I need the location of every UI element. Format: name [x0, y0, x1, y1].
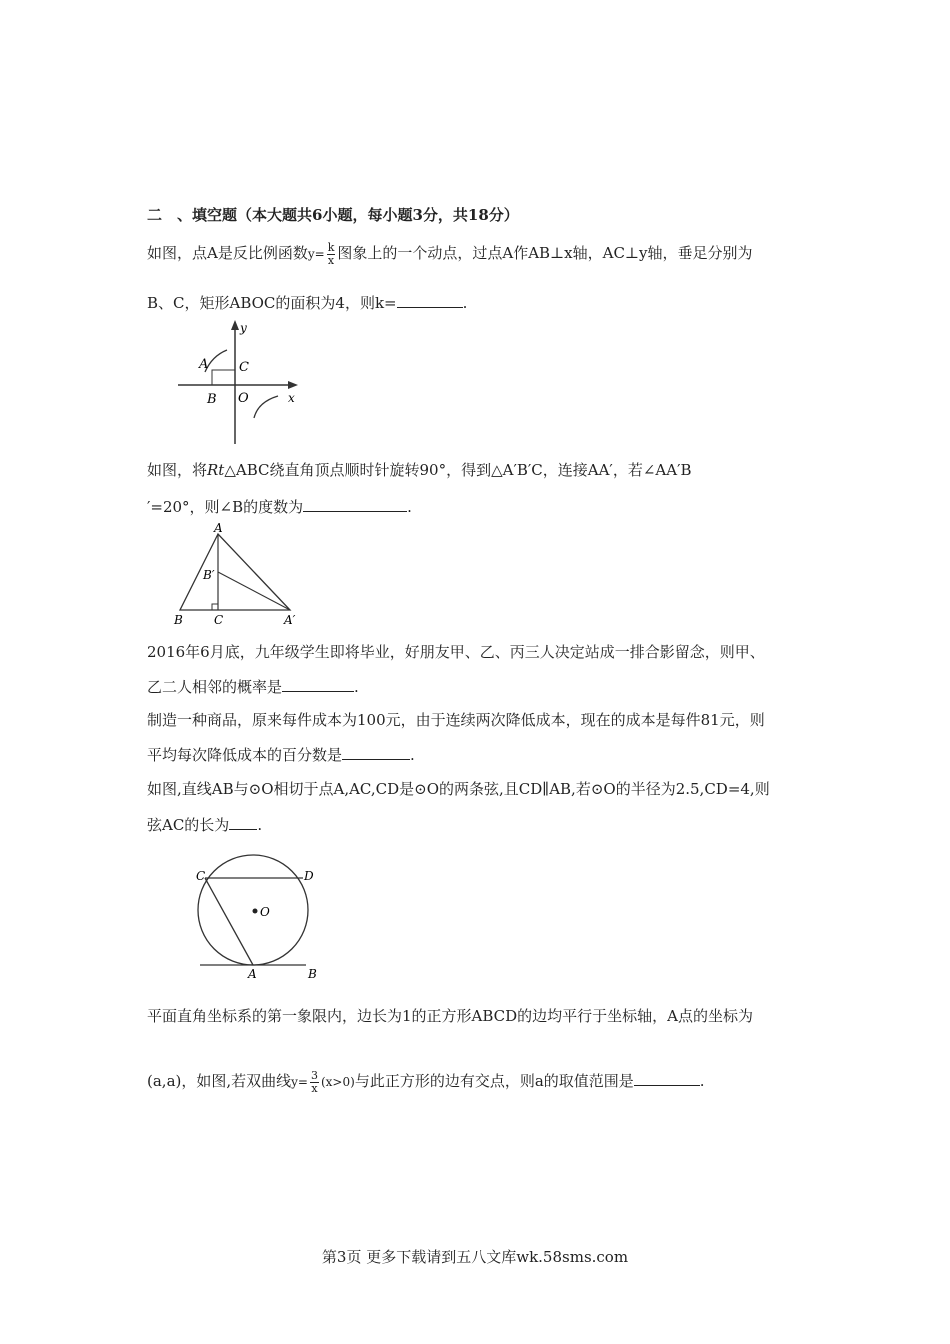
- answer-blank[interactable]: [282, 677, 354, 692]
- q1-line1: [147, 242, 753, 267]
- q1-line2: B、C，矩形ABOC的面积为4，则k= .: [147, 294, 468, 312]
- q2-line2: ′=20°，则∠B的度数为 .: [147, 498, 412, 516]
- section-title: 二 、填空题（本大题共6小题，每小题3分，共18分）: [147, 206, 519, 224]
- fig5-label-C: C: [196, 869, 206, 883]
- q2-figure: [170, 522, 300, 632]
- fig5-label-O: O: [260, 905, 270, 919]
- page-footer: 第3页 更多下载请到五八文库wk.58sms.com: [321, 1248, 629, 1266]
- q5-line2: 弦AC的长为 .: [147, 816, 263, 834]
- fig5-label-B: B: [308, 967, 317, 980]
- fig2-label-A: A: [214, 522, 223, 535]
- q5-line1: 如图,直线AB与⊙O相切于点A,AC,CD是⊙O的两条弦,且CD∥AB,若⊙O的半径为2.5,CD=4,则: [147, 780, 770, 798]
- q2-line1: 如图，将Rt△ABC绕直角顶点顺时针旋转90°，得到△A′B′C，连接AA′，若∠AA′B: [147, 461, 692, 479]
- q3-line2: 乙二人相邻的概率是 .: [147, 678, 359, 696]
- fig1-label-B: B: [207, 392, 217, 407]
- q1-text-pre: 如图，点A是反比例函数: [147, 244, 308, 262]
- answer-blank[interactable]: [229, 815, 257, 830]
- q3-line1: 2016年6月底，九年级学生即将毕业，好朋友甲、乙、丙三人决定站成一排合影留念，则甲、: [147, 643, 765, 661]
- fig5-label-A: A: [248, 967, 257, 980]
- fig2-label-B: B: [174, 613, 183, 627]
- fig2-label-C: C: [214, 613, 224, 627]
- fig5-label-D: D: [304, 869, 314, 883]
- q6-func: y= $\frac{3}{x}$ (x>0): [291, 1069, 355, 1095]
- answer-blank[interactable]: [397, 293, 463, 308]
- q1-func: y= $\frac{k}{x}$: [307, 241, 335, 267]
- fig1-label-O: O: [238, 391, 249, 406]
- fig2-label-Bp: B′: [203, 568, 215, 582]
- q5-figure: [190, 848, 330, 980]
- q1-figure: [172, 318, 302, 448]
- answer-blank[interactable]: [303, 497, 407, 512]
- fig1-label-A: A: [199, 357, 209, 372]
- fig1-label-x: x: [288, 391, 295, 405]
- fig2-label-Ap: A′: [284, 613, 296, 627]
- fig1-label-y: y: [240, 321, 247, 335]
- q4-line2: 平均每次降低成本的百分数是 .: [147, 746, 415, 764]
- q1-text-post: 图象上的一个动点，过点A作AB⊥x轴，AC⊥y轴，垂足分别为: [337, 244, 753, 262]
- q6-line1: 平面直角坐标系的第一象限内，边长为1的正方形ABCD的边均平行于坐标轴，A点的坐标为: [147, 1007, 754, 1025]
- q4-line1: 制造一种商品，原来每件成本为100元，由于连续两次降低成本，现在的成本是每件81元，则: [147, 711, 765, 729]
- fig1-label-C: C: [239, 360, 249, 375]
- answer-blank[interactable]: [634, 1071, 700, 1086]
- q6-line2: (a,a)，如图,若双曲线y= $\frac{3}{x}$ (x>0)与此正方形的边有交点，则a的取值范围是 .: [147, 1069, 705, 1095]
- answer-blank[interactable]: [342, 745, 410, 760]
